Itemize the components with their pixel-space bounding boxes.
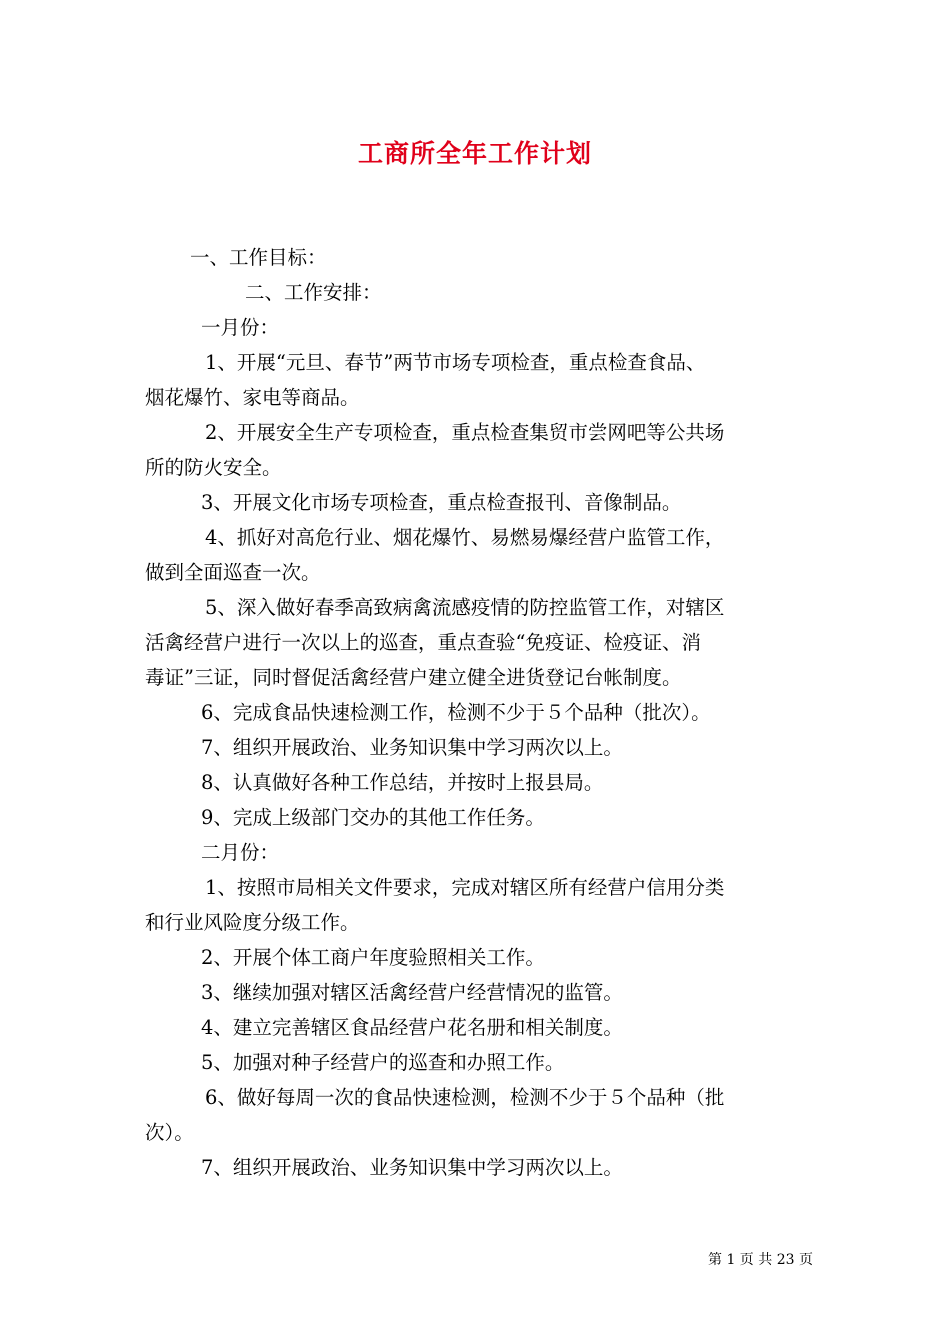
month-label-february: 二月份： [201,841,280,864]
feb-item-1-line-2: 和行业风险度分级工作。 [145,911,360,934]
feb-item-5-line-1: 5、加强对种子经营户的巡查和办照工作。 [201,1051,565,1074]
jan-item-1-line-1: 1、开展“元旦、春节”两节市场专项检查，重点检查食品、 [205,351,706,374]
jan-item-5 [145,590,810,695]
jan-item-1-line-2: 烟花爆竹、家电等商品。 [145,386,360,409]
feb-item-4 [145,1010,810,1045]
feb-item-5 [145,1045,810,1080]
jan-item-9-line-1: 9、完成上级部门交办的其他工作任务。 [201,806,545,829]
jan-item-2 [145,415,810,485]
feb-item-4-line-1: 4、建立完善辖区食品经营户花名册和相关制度。 [201,1016,623,1039]
jan-item-5-line-1: 5、深入做好春季高致病禽流感疫情的防控监管工作，对辖区 [205,596,725,619]
feb-item-1-line-1: 1、按照市局相关文件要求，完成对辖区所有经营户信用分类 [205,876,725,899]
jan-item-7-line-1: 7、组织开展政治、业务知识集中学习两次以上。 [201,736,623,759]
jan-item-4-line-2: 做到全面巡查一次。 [145,561,321,584]
feb-item-6-line-1: 6、做好每周一次的食品快速检测，检测不少于５个品种（批 [205,1086,725,1109]
feb-item-1 [145,870,810,940]
jan-item-3-line-1: 3、开展文化市场专项检查，重点检查报刊、音像制品。 [201,491,682,514]
jan-item-2-line-1: 2、开展安全生产专项检查，重点检查集贸市尝网吧等公共场 [205,421,725,444]
jan-item-8 [145,765,810,800]
jan-item-9 [145,800,810,835]
feb-item-3-line-1: 3、继续加强对辖区活禽经营户经营情况的监管。 [201,981,623,1004]
feb-item-2-line-1: 2、开展个体工商户年度验照相关工作。 [201,946,545,969]
page-number-footer: 第 1 页 共 23 页 [708,1252,813,1268]
jan-item-3 [145,485,810,520]
feb-item-2 [145,940,810,975]
document-body [145,240,810,1185]
feb-item-6-line-2: 次）。 [145,1121,194,1144]
month-label-january: 一月份： [201,316,280,339]
jan-item-5-line-3: 毒证”三证，同时督促活禽经营户建立健全进货登记台帐制度。 [145,666,682,689]
jan-item-7 [145,730,810,765]
jan-item-2-line-2: 所的防火安全。 [145,456,282,479]
feb-item-7 [145,1150,810,1185]
jan-item-4 [145,520,810,590]
jan-item-1 [145,345,810,415]
jan-item-8-line-1: 8、认真做好各种工作总结，并按时上报县局。 [201,771,604,794]
heading-work-arrangements: 二、工作安排： [245,281,382,304]
jan-item-4-line-1: 4、抓好对高危行业、烟花爆竹、易燃易爆经营户监管工作， [205,526,725,549]
jan-item-6-line-1: 6、完成食品快速检测工作，检测不少于５个品种（批次）。 [201,701,711,724]
feb-item-6 [145,1080,810,1150]
jan-item-5-line-2: 活禽经营户进行一次以上的巡查，重点查验“免疫证、检疫证、消 [145,631,701,654]
feb-item-3 [145,975,810,1010]
heading-work-goals: 一、工作目标： [190,246,327,269]
jan-item-6 [145,695,810,730]
document-title: 工商所全年工作计划 [357,139,592,168]
feb-item-7-line-1: 7、组织开展政治、业务知识集中学习两次以上。 [201,1156,623,1179]
